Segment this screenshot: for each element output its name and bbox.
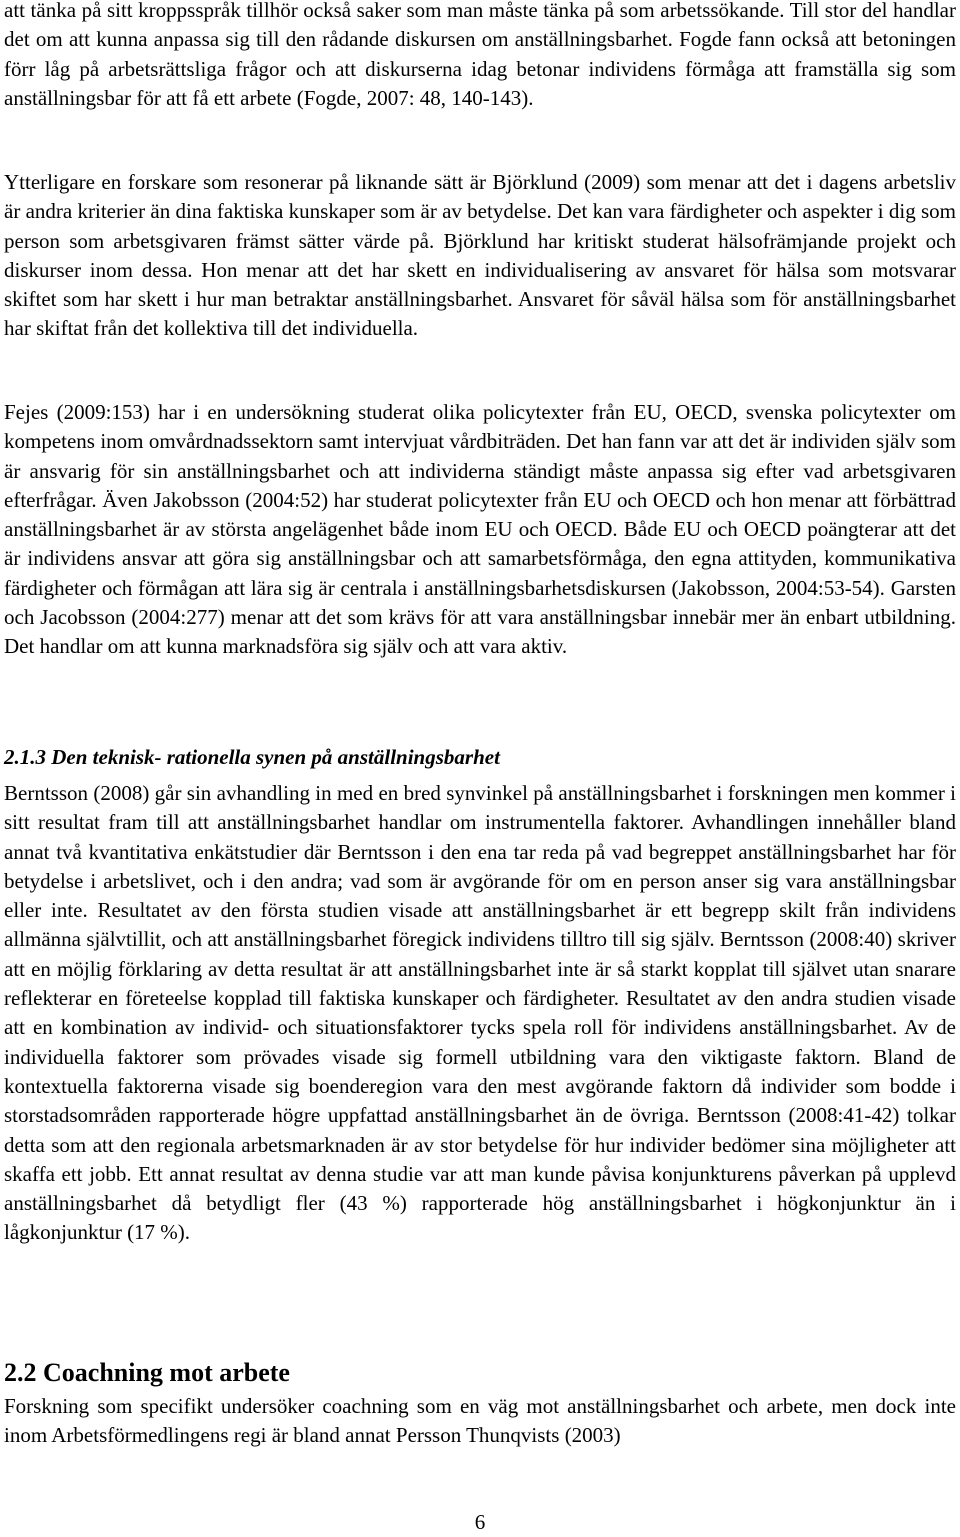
- paragraph-fejes: Fejes (2009:153) har i en undersökning studerat olika policytexter från EU, OECD, svenska policytexter om kompetens inom omvårdnadssektorn samt intervjuat vårdbiträden. Det han fann var att det är individen själv som är ansvarig för sin anställningsbarhet och att individerna ständigt måste anpassa sig efter vad arbetsgivaren efterfrågar. Även Jakobsson (2004:52) har studerat policytexter från EU och OECD och hon menar att förbättrad anställningsbarhet är av största angelägenhet både inom EU och OECD. Både EU och OECD poängterar att det är individens ansvar att göra sig anställningsbar och att samarbetsförmåga, den egna attityden, kommunikativa färdigheter och förmågan att lära sig är centrala i anställningsbarhetsdiskursen (Jakobsson, 2004:53-54). Garsten och Jacobsson (2004:277) menar att det som krävs för att vara anställningsbar innebär mer än enbart utbildning. Det handlar om att kunna marknadsföra sig själv och att vara aktiv.: [4, 400, 956, 659]
- paragraph-bjorklund: Ytterligare en forskare som resonerar på liknande sätt är Björklund (2009) som menar att det i dagens arbetsliv är andra kriterier än dina faktiska kunskaper som är av betydelse. Det kan vara färdigheter och aspekter i dig som person som arbetsgivaren främst sätter värde på. Björklund har kritiskt studerat hälsofrämjande projekt och diskurser inom dessa. Hon menar att det har skett en individualisering av ansvaret för hälsa som motsvarar skiftet som har skett i hur man betraktar anställningsbarhet. Ansvaret för såväl hälsa som för anställningsbarhet har skiftat från det kollektiva till det individuella.: [4, 170, 956, 341]
- section-heading-2-2: 2.2 Coachning mot arbete: [4, 1358, 290, 1387]
- page-number: 6: [474, 1510, 486, 1534]
- paragraph-coachning: Forskning som specifikt undersöker coachning som en väg mot anställningsbarhet och arbete, men dock inte inom Arbetsförmedlingens regi är bland annat Persson Thunqvists (2003): [4, 1394, 956, 1448]
- paragraph-fogde: att tänka på sitt kroppsspråk tillhör också saker som man måste tänka på som arbetssökande. Till stor del handlar det om att kunna anpassa sig till den rådande diskursen om anställningsbarhet. Fogde fann också att betoningen förr låg på arbetsrättsliga frågor och att diskurserna idag betonar individens förmåga att framställa sig som anställningsbar för att få ett arbete (Fogde, 2007: 48, 140-143).: [4, 0, 956, 110]
- section-heading-2-1-3: 2.1.3 Den teknisk- rationella synen på anställningsbarhet: [4, 745, 500, 769]
- paragraph-berntsson: Berntsson (2008) går sin avhandling in med en bred synvinkel på anställningsbarhet i forskningen men kommer i sitt resultat fram till att anställningsbarhet handlar om instrumentella faktorer. Avhandlingen innehåller bland annat två kvantitativa enkätstudier där Berntsson i den ena tar reda på vad begreppet anställningsbarhet har för betydelse i arbetslivet, och i den andra; vad som är avgörande för om en person anser sig vara anställningsbar eller inte. Resultatet av den första studien visade att anställningsbarhet är ett begrepp skilt från individens allmänna självtillit, och att anställningsbarhet föregick individens tilltro till sig själv. Berntsson (2008:40) skriver att en möjlig förklaring av detta resultat är att anställningsbarhet inte är så starkt kopplat till självet utan snarare reflekterar en företeelse kopplad till faktiska kunskaper och färdigheter. Resultatet av den andra studien visade att en kombination av individ- och situationsfaktorer tycks spela roll för individens anställningsbarhet. Av de individuella faktorer som prövades visade sig formell utbildning vara den viktigaste faktorn. Bland de kontextuella faktorerna visade sig boenderegion vara den mest avgörande faktorn då individer som bodde i storstadsområden rapporterade högre uppfattad anställningsbarhet än de övriga. Berntsson (2008:41-42) tolkar detta som att den regionala arbetsmarknaden är av stor betydelse för hur individer bedömer sina möjligheter att skaffa ett jobb. Ett annat resultat av denna studie var att man kunde påvisa konjunkturens påverkan på upplevd anställningsbarhet då betydligt fler (43 %) rapporterade hög anställningsbarhet i högkonjunktur än i lågkonjunktur (17 %).: [4, 781, 956, 1245]
